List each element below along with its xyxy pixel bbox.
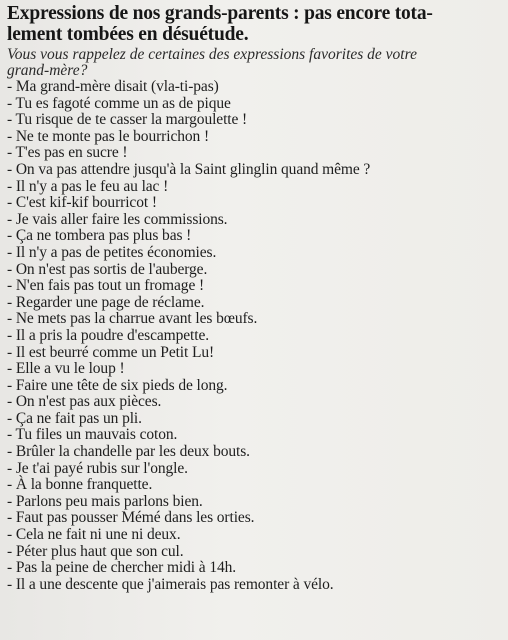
expression-item: - Brûler la chandelle par les deux bouts. — [7, 443, 250, 461]
expression-item: - Pas la peine de chercher midi à 14h. — [7, 559, 237, 577]
expression-item: - Il n'y a pas le feu au lac ! — [7, 177, 169, 195]
expression-item: - Elle a vu le loup ! — [7, 360, 125, 378]
expression-item: - Faire une tête de six pieds de long. — [7, 376, 228, 394]
expression-item: - Regarder une page de réclame. — [7, 293, 205, 311]
expressions-list — [7, 79, 500, 593]
title-line-2: lement tombées en désuétude. — [7, 24, 249, 45]
expression-item: - C'est kif-kif bourricot ! — [7, 194, 157, 212]
expression-item: - À la bonne franquette. — [7, 476, 153, 494]
expression-item: - Tu files un mauvais coton. — [7, 426, 178, 444]
article-title — [7, 3, 500, 45]
expression-item: - N'en fais pas tout un fromage ! — [7, 277, 205, 295]
expression-item: - Cela ne fait ni une ni deux. — [7, 526, 181, 544]
expression-item: - Ne te monte pas le bourrichon ! — [7, 127, 210, 145]
expression-item: - Il est beurré comme un Petit Lu! — [7, 343, 215, 361]
expression-item: - Ne mets pas la charrue avant les bœufs. — [7, 310, 258, 328]
expression-item: - Péter plus haut que son cul. — [7, 542, 184, 560]
expression-item: - Ma grand-mère disait (vla-ti-pas) — [7, 78, 219, 95]
intro-question — [7, 47, 500, 79]
expression-item: - Ça ne tombera pas plus bas ! — [7, 227, 192, 245]
expression-item: - On va pas attendre jusqu'à la Saint glinglin quand même ? — [7, 160, 371, 178]
intro-line-1: Vous vous rappelez de certaines des expressions favorites de votre — [7, 46, 417, 63]
expression-item: - Il a pris la poudre d'escampette. — [7, 326, 210, 344]
expression-item: - Il n'y a pas de petites économies. — [7, 243, 217, 261]
expression-item: - Ça ne fait pas un pli. — [7, 409, 142, 427]
expression-item: - Je vais aller faire les commissions. — [7, 210, 228, 228]
expression-item: - Tu risque de te casser la margoulette ! — [7, 111, 248, 129]
intro-line-2: grand-mère? — [7, 62, 88, 79]
expression-item: - T'es pas en sucre ! — [7, 144, 128, 162]
expression-item: - On n'est pas aux pièces. — [7, 393, 162, 411]
title-line-1: Expressions de nos grands-parents : pas encore tota- — [7, 3, 433, 24]
expression-item: - Je t'ai payé rubis sur l'ongle. — [7, 459, 188, 477]
expression-item: - On n'est pas sortis de l'auberge. — [7, 260, 208, 278]
expression-item: - Tu es fagoté comme un as de pique — [7, 94, 231, 112]
expression-item: - Faut pas pousser Mémé dans les orties. — [7, 509, 255, 527]
expression-item: - Parlons peu mais parlons bien. — [7, 492, 203, 510]
expression-item: - Il a une descente que j'aimerais pas remonter à vélo. — [7, 575, 334, 593]
